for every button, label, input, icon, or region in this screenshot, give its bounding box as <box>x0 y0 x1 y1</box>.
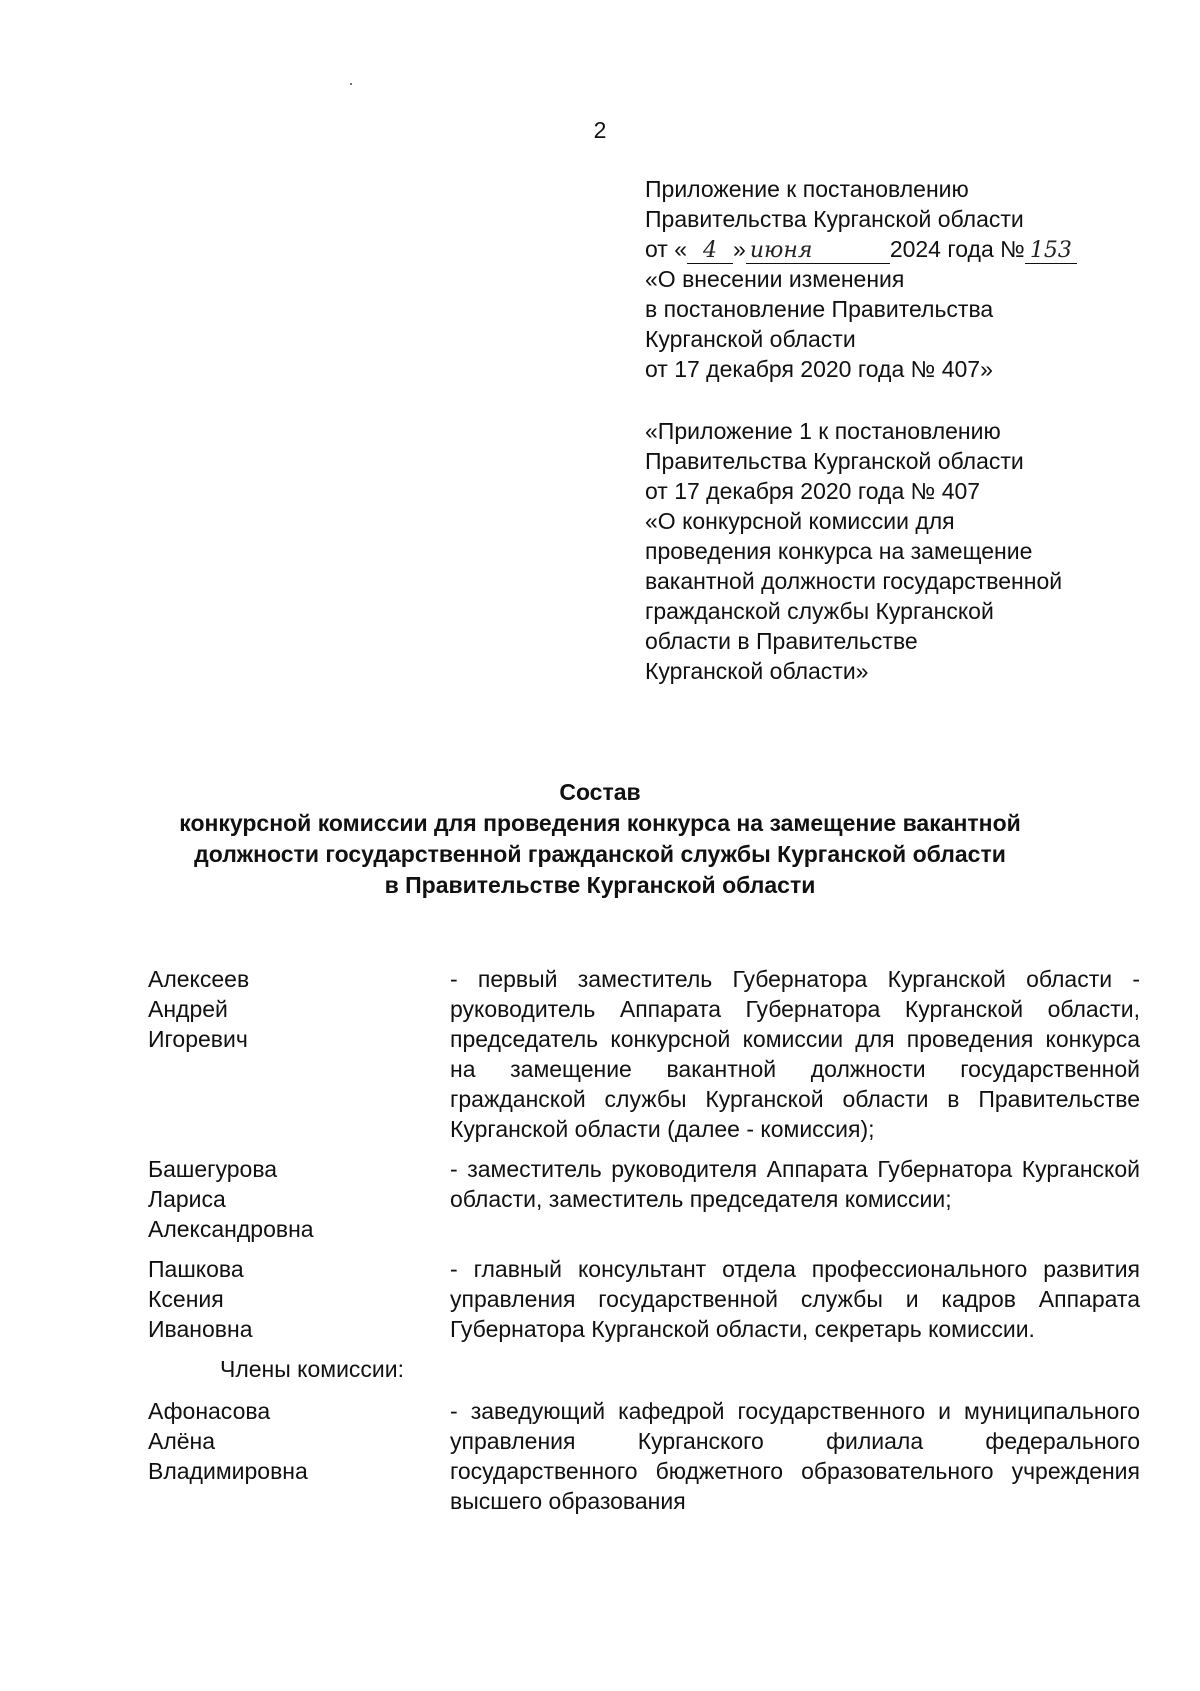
member-first-name: Лариса <box>148 1186 226 1212</box>
member-surname: Алексеев <box>148 966 250 992</box>
attachment-original-header <box>645 416 1165 686</box>
attachment-line: Приложение к постановлению <box>645 176 969 202</box>
attachment-line: Правительства Курганской области <box>645 206 1024 232</box>
date-prefix: от « <box>645 236 688 262</box>
members-subheading: Члены комиссии: <box>220 1356 405 1382</box>
date-year-text: 2024 года № <box>889 236 1025 262</box>
title-line: должности государственной гражданской службы Курганской области <box>194 841 1006 867</box>
title-line: Состав <box>559 779 641 805</box>
attachment-line: в постановление Правительства <box>645 296 994 322</box>
scan-speck <box>350 83 352 85</box>
attachment-line: Курганской области <box>645 326 856 352</box>
handwritten-number: 153 <box>1025 239 1077 264</box>
attachment-header <box>645 174 1165 384</box>
member-patronymic: Игоревич <box>148 1026 248 1052</box>
member-surname: Башегурова <box>148 1156 278 1182</box>
attachment-line: гражданской службы Курганской <box>645 598 994 624</box>
date-middle: » <box>733 236 746 262</box>
member-row <box>148 1396 1140 1516</box>
member-patronymic: Владимировна <box>148 1458 308 1484</box>
member-row <box>148 1254 1140 1344</box>
attachment-line: вакантной должности государственной <box>645 568 1063 594</box>
title-line: конкурсной комиссии для проведения конкурса на замещение вакантной <box>179 810 1021 836</box>
member-row <box>148 1154 1140 1244</box>
attachment-line: от 17 декабря 2020 года № 407» <box>645 356 993 382</box>
member-first-name: Андрей <box>148 996 228 1022</box>
member-surname: Афонасова <box>148 1398 271 1424</box>
document-title <box>140 777 1060 901</box>
attachment-line: проведения конкурса на замещение <box>645 538 1033 564</box>
member-position: - заместитель руководителя Аппарата Губернатора Курганской области, заместитель председателя комиссии; <box>450 1156 1140 1212</box>
member-name <box>148 1254 450 1344</box>
member-row <box>148 964 1140 1144</box>
handwritten-month: июня <box>746 239 890 264</box>
member-position: - первый заместитель Губернатора Курганской области - руководитель Аппарата Губернатора Курганской области, председатель конкурсной комиссии для проведения конкурса на замещение вакантной должности государственной гражданской службы Курганской области в Правительстве Курганской области (далее - комиссия); <box>450 966 1140 1142</box>
title-line: в Правительстве Курганской области <box>384 872 816 898</box>
member-patronymic: Александровна <box>148 1216 314 1242</box>
member-position: - главный консультант отдела профессионального развития управления государственной службы и кадров Аппарата Губернатора Курганской области, секретарь комиссии. <box>450 1256 1140 1342</box>
member-first-name: Алёна <box>148 1428 216 1454</box>
member-first-name: Ксения <box>148 1286 224 1312</box>
member-patronymic: Ивановна <box>148 1316 253 1342</box>
attachment-line: области в Правительстве <box>645 628 918 654</box>
member-name <box>148 964 450 1054</box>
attachment-line: «О конкурсной комиссии для <box>645 508 955 534</box>
attachment-line: Курганской области» <box>645 658 869 684</box>
attachment-date-line <box>645 234 1165 264</box>
attachment-line: «Приложение 1 к постановлению <box>645 418 1001 444</box>
commission-members <box>148 964 1140 1526</box>
member-surname: Пашкова <box>148 1256 244 1282</box>
page-number: 2 <box>593 117 607 143</box>
handwritten-day: 4 <box>687 239 733 264</box>
attachment-line: Правительства Курганской области <box>645 448 1024 474</box>
member-position: - заведующий кафедрой государственного и муниципального управления Курганского филиала федерального государственного бюджетного образовательного учреждения высшего образования <box>450 1398 1140 1514</box>
member-name <box>148 1154 450 1244</box>
member-name <box>148 1396 450 1486</box>
attachment-line: «О внесении изменения <box>645 266 905 292</box>
attachment-line: от 17 декабря 2020 года № 407 <box>645 478 981 504</box>
